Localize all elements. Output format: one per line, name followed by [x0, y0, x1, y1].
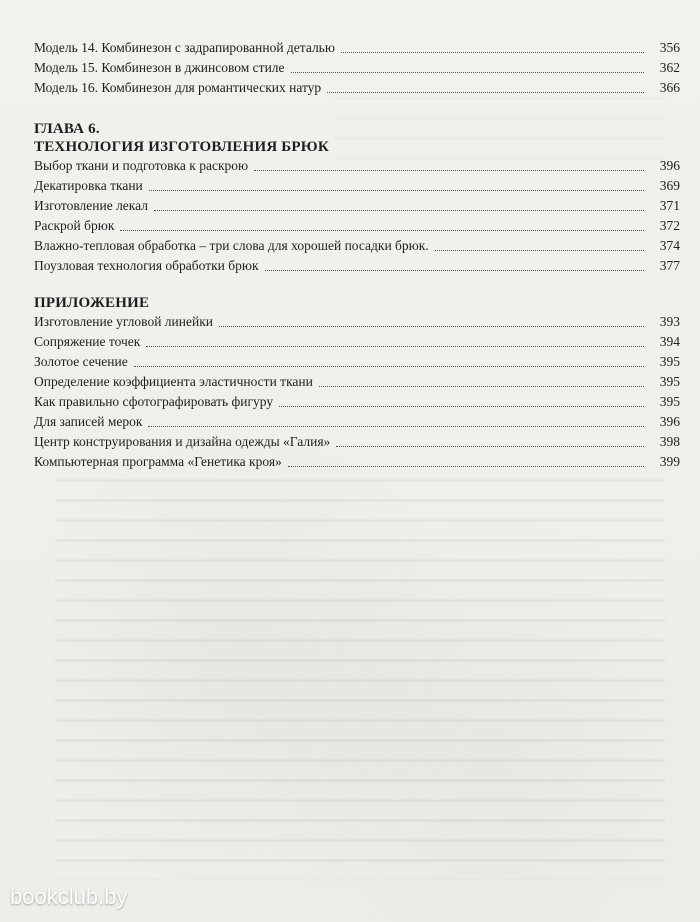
toc-title: Поузловая технология обработки брюк: [34, 258, 259, 273]
toc-page-number: 356: [659, 40, 680, 55]
toc-row: [34, 372, 680, 392]
dot-leader: [146, 346, 644, 347]
toc-page-number: 362: [659, 60, 680, 75]
dot-leader: [288, 466, 644, 467]
toc-page-number: 395: [659, 354, 680, 369]
dot-leader: [148, 426, 644, 427]
toc-title: Влажно-тепловая обработка – три слова для хорошей посадки брюк.: [34, 238, 429, 253]
toc-row: [34, 452, 680, 472]
chapter-label: ГЛАВА 6.: [34, 121, 100, 137]
toc-row: [34, 392, 680, 412]
toc-row: [34, 216, 680, 236]
toc-row: [34, 332, 680, 352]
toc-title: Изготовление лекал: [34, 198, 148, 213]
toc-page-number: 398: [659, 434, 680, 449]
toc-page-number: 396: [659, 158, 680, 173]
chapter-6-section: [34, 120, 680, 276]
top-section: [34, 38, 680, 98]
toc-row: [34, 78, 680, 98]
toc-page-number: 377: [659, 258, 680, 273]
toc-row: [34, 156, 680, 176]
toc-title: Компьютерная программа «Генетика кроя»: [34, 454, 282, 469]
toc-page-number: 399: [659, 454, 680, 469]
dot-leader: [154, 210, 644, 211]
toc-row: [34, 196, 680, 216]
toc-page-number: 369: [659, 178, 680, 193]
toc-row: [34, 412, 680, 432]
toc-title: Центр конструирования и дизайна одежды «Галия»: [34, 434, 331, 449]
dot-leader: [265, 270, 644, 271]
chapter-title: ТЕХНОЛОГИЯ ИЗГОТОВЛЕНИЯ БРЮК: [34, 139, 329, 155]
appendix-title: ПРИЛОЖЕНИЕ: [34, 295, 150, 311]
toc-row: [34, 432, 680, 452]
dot-leader: [134, 366, 644, 367]
toc-page-number: 395: [659, 394, 680, 409]
dot-leader: [291, 72, 644, 73]
toc-page-number: 372: [659, 218, 680, 233]
dot-leader: [336, 446, 644, 447]
toc-row: [34, 176, 680, 196]
appendix-section: [34, 294, 680, 472]
toc-row: [34, 256, 680, 276]
toc-row: [34, 236, 680, 256]
toc-title: Декатировка ткани: [34, 178, 143, 193]
dot-leader: [341, 52, 644, 53]
dot-leader: [149, 190, 644, 191]
table-of-contents: [34, 38, 680, 490]
dot-leader: [435, 250, 644, 251]
show-through-text: [55, 470, 665, 880]
toc-page-number: 374: [659, 238, 680, 253]
toc-page-number: 395: [659, 374, 680, 389]
toc-title: Для записей мерок: [34, 414, 143, 429]
dot-leader: [327, 92, 644, 93]
toc-row: [34, 352, 680, 372]
toc-page-number: 366: [659, 80, 680, 95]
toc-title: Изготовление угловой линейки: [34, 314, 213, 329]
toc-title: Золотое сечение: [34, 354, 128, 369]
toc-title: Сопряжение точек: [34, 334, 141, 349]
dot-leader: [279, 406, 644, 407]
toc-title: Выбор ткани и подготовка к раскрою: [34, 158, 249, 173]
toc-row: [34, 38, 680, 58]
toc-title: Модель 15. Комбинезон в джинсовом стиле: [34, 60, 285, 75]
toc-title: Раскрой брюк: [34, 218, 115, 233]
watermark-text: bookclub.by: [10, 884, 128, 909]
toc-page-number: 393: [659, 314, 680, 329]
toc-page-number: 396: [659, 414, 680, 429]
dot-leader: [120, 230, 644, 231]
toc-row: [34, 58, 680, 78]
toc-title: Модель 16. Комбинезон для романтических натур: [34, 80, 322, 95]
dot-leader: [319, 386, 644, 387]
toc-row: [34, 312, 680, 332]
toc-title: Модель 14. Комбинезон с задрапированной деталью: [34, 40, 335, 55]
toc-page-number: 394: [659, 334, 680, 349]
toc-title: Как правильно сфотографировать фигуру: [34, 394, 274, 409]
toc-title: Определение коэффициента эластичности ткани: [34, 374, 313, 389]
dot-leader: [219, 326, 644, 327]
toc-page-number: 371: [659, 198, 680, 213]
dot-leader: [254, 170, 644, 171]
